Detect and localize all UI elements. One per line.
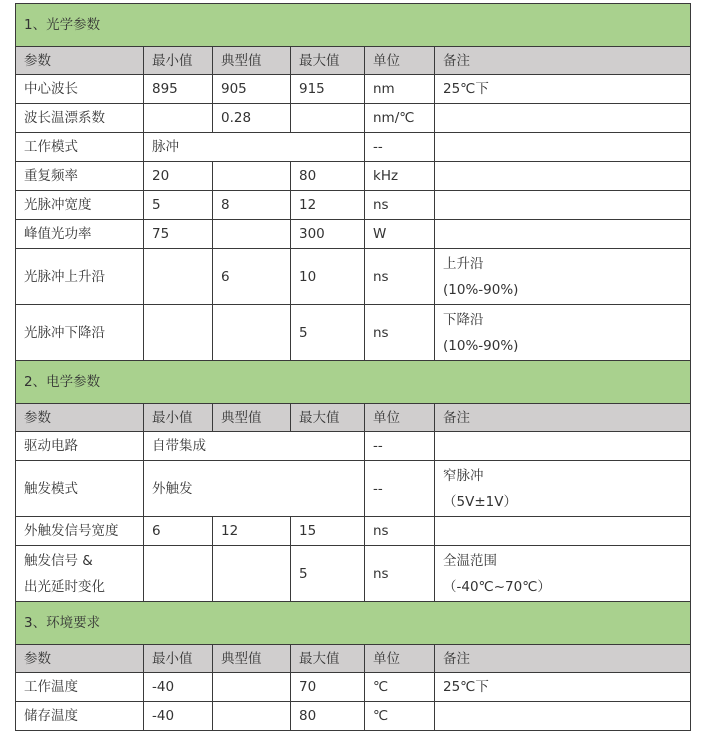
note-cell	[435, 249, 691, 305]
min-cell: 75	[144, 220, 213, 249]
table-row	[16, 432, 691, 461]
note-line: 窄脉冲	[443, 467, 484, 484]
unit-cell: ns	[365, 249, 435, 305]
param-cell: 工作温度	[16, 673, 144, 702]
note-cell	[435, 546, 691, 602]
min-cell: -40	[144, 673, 213, 702]
note-cell	[435, 220, 691, 249]
table-row	[16, 191, 691, 220]
min-cell: 895	[144, 75, 213, 104]
unit-cell: ℃	[365, 673, 435, 702]
table-row	[16, 673, 691, 702]
param-line: 触发信号 &	[24, 552, 93, 569]
header-cell: 备注	[435, 47, 691, 75]
note-line: （5V±1V）	[443, 493, 517, 510]
header-cell: 最小值	[144, 47, 213, 75]
note-line: 上升沿	[443, 255, 484, 272]
typ-cell	[213, 305, 291, 361]
table-row	[16, 162, 691, 191]
typ-cell: 0.28	[213, 104, 291, 133]
param-cell: 中心波长	[16, 75, 144, 104]
table-row	[16, 249, 691, 305]
max-cell: 915	[291, 75, 365, 104]
note-cell	[435, 133, 691, 162]
spec-table	[15, 3, 691, 731]
unit-cell: --	[365, 133, 435, 162]
param-cell: 光脉冲上升沿	[16, 249, 144, 305]
header-cell: 参数	[16, 404, 144, 432]
max-cell: 80	[291, 162, 365, 191]
header-cell: 单位	[365, 404, 435, 432]
header-cell: 备注	[435, 404, 691, 432]
max-cell: 15	[291, 517, 365, 546]
header-cell: 最大值	[291, 645, 365, 673]
section-title: 2、电学参数	[16, 361, 691, 404]
param-cell: 驱动电路	[16, 432, 144, 461]
header-cell: 最小值	[144, 404, 213, 432]
min-cell: 自带集成	[144, 432, 365, 461]
param-cell: 重复频率	[16, 162, 144, 191]
section-title-row	[16, 361, 691, 404]
max-cell: 5	[291, 305, 365, 361]
note-cell	[435, 191, 691, 220]
note-line: 全温范围	[443, 552, 497, 569]
note-line: (10%-90%)	[443, 281, 519, 298]
section-title-row	[16, 602, 691, 645]
typ-cell	[213, 220, 291, 249]
min-cell	[144, 104, 213, 133]
table-row	[16, 220, 691, 249]
table-row	[16, 305, 691, 361]
header-cell: 单位	[365, 645, 435, 673]
max-cell: 70	[291, 673, 365, 702]
section-title: 1、光学参数	[16, 4, 691, 47]
param-cell: 峰值光功率	[16, 220, 144, 249]
min-cell	[144, 249, 213, 305]
note-cell	[435, 104, 691, 133]
unit-cell: nm/℃	[365, 104, 435, 133]
param-line: 出光延时变化	[24, 578, 105, 595]
table-row	[16, 546, 691, 602]
max-cell: 80	[291, 702, 365, 731]
unit-cell: ns	[365, 305, 435, 361]
unit-cell: ns	[365, 517, 435, 546]
typ-cell	[213, 546, 291, 602]
table-row	[16, 75, 691, 104]
min-cell: 外触发	[144, 461, 365, 517]
param-cell: 波长温漂系数	[16, 104, 144, 133]
header-cell: 最大值	[291, 47, 365, 75]
max-cell: 5	[291, 546, 365, 602]
header-cell: 最大值	[291, 404, 365, 432]
param-cell: 触发模式	[16, 461, 144, 517]
header-row	[16, 645, 691, 673]
header-cell: 单位	[365, 47, 435, 75]
note-cell	[435, 702, 691, 731]
unit-cell: ns	[365, 546, 435, 602]
table-row	[16, 517, 691, 546]
typ-cell: 905	[213, 75, 291, 104]
param-cell: 储存温度	[16, 702, 144, 731]
note-cell: 25℃下	[435, 673, 691, 702]
max-cell: 12	[291, 191, 365, 220]
note-cell	[435, 461, 691, 517]
unit-cell: kHz	[365, 162, 435, 191]
param-cell: 外触发信号宽度	[16, 517, 144, 546]
header-cell: 最小值	[144, 645, 213, 673]
header-row	[16, 404, 691, 432]
param-cell	[16, 546, 144, 602]
table-row	[16, 104, 691, 133]
note-line: (10%-90%)	[443, 337, 519, 354]
param-cell: 光脉冲宽度	[16, 191, 144, 220]
note-cell	[435, 305, 691, 361]
table-row	[16, 133, 691, 162]
table-row	[16, 702, 691, 731]
header-cell: 典型值	[213, 645, 291, 673]
header-cell: 典型值	[213, 404, 291, 432]
note-cell	[435, 517, 691, 546]
param-cell: 光脉冲下降沿	[16, 305, 144, 361]
note-cell	[435, 432, 691, 461]
typ-cell: 6	[213, 249, 291, 305]
unit-cell: ns	[365, 191, 435, 220]
section-title-row	[16, 4, 691, 47]
param-cell: 工作模式	[16, 133, 144, 162]
header-row	[16, 47, 691, 75]
typ-cell	[213, 162, 291, 191]
note-cell	[435, 162, 691, 191]
unit-cell: --	[365, 461, 435, 517]
typ-cell	[213, 702, 291, 731]
unit-cell: nm	[365, 75, 435, 104]
min-cell: -40	[144, 702, 213, 731]
unit-cell: W	[365, 220, 435, 249]
min-cell: 6	[144, 517, 213, 546]
header-cell: 备注	[435, 645, 691, 673]
header-cell: 参数	[16, 645, 144, 673]
unit-cell: --	[365, 432, 435, 461]
header-cell: 典型值	[213, 47, 291, 75]
note-cell: 25℃下	[435, 75, 691, 104]
section-title: 3、环境要求	[16, 602, 691, 645]
min-cell: 脉冲	[144, 133, 365, 162]
max-cell	[291, 104, 365, 133]
note-line: 下降沿	[443, 311, 484, 328]
typ-cell	[213, 673, 291, 702]
min-cell	[144, 546, 213, 602]
max-cell: 10	[291, 249, 365, 305]
unit-cell: ℃	[365, 702, 435, 731]
min-cell	[144, 305, 213, 361]
note-line: （-40℃~70℃）	[443, 578, 551, 595]
min-cell: 5	[144, 191, 213, 220]
header-cell: 参数	[16, 47, 144, 75]
max-cell: 300	[291, 220, 365, 249]
min-cell: 20	[144, 162, 213, 191]
typ-cell: 8	[213, 191, 291, 220]
table-row	[16, 461, 691, 517]
typ-cell: 12	[213, 517, 291, 546]
